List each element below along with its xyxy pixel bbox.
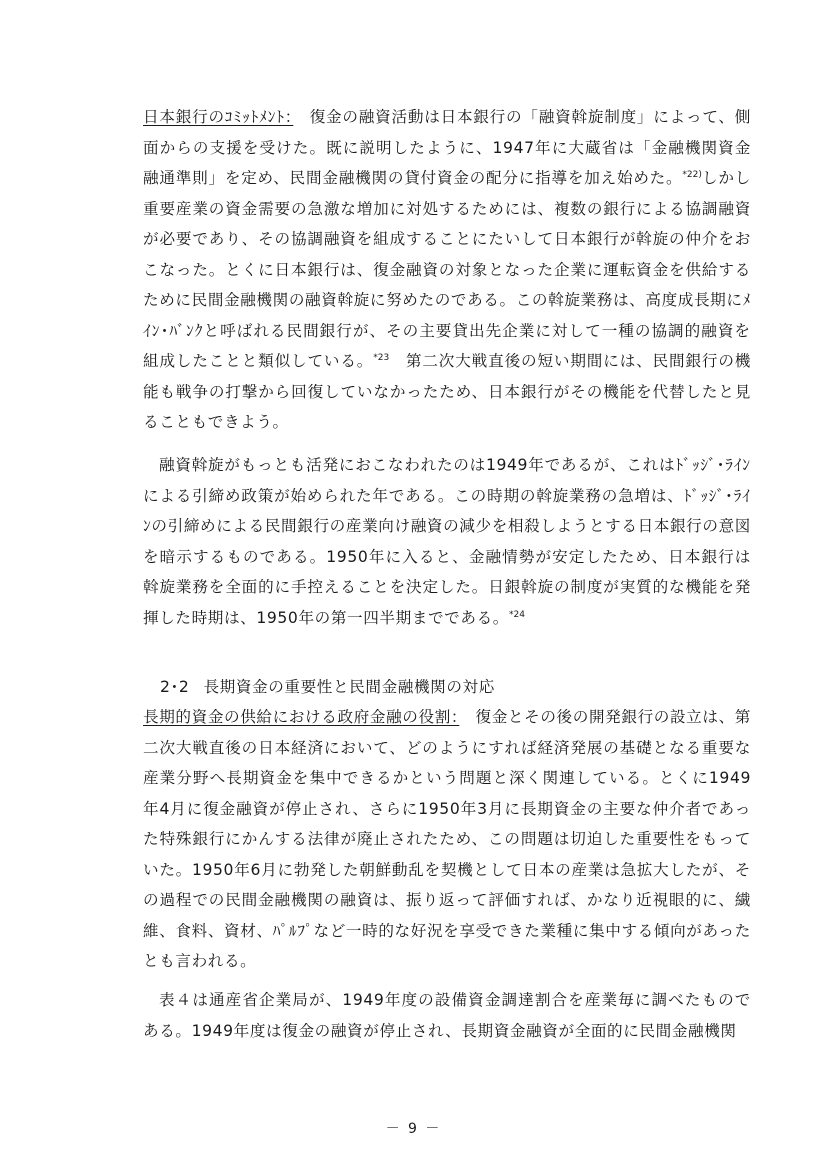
page-number: － 9 －: [385, 1121, 442, 1137]
footnote-ref-24: *24: [508, 609, 525, 620]
section-heading: [160, 672, 495, 703]
paragraph-table4-intro: [143, 985, 751, 1046]
paragraph-text: 融資斡旋がもっとも活発におこなわれたのは1949年であるが、これはﾄﾞｯｼﾞ･ﾗｲﾝによる引締め政策が始められた年である。この時期の斡旋業務の急増は、ﾄﾞｯｼﾞ･ﾗｲﾝの引締めによる民間銀行の産業向け融資の減少を相殺しようとする日本銀行の意図を暗示するものである。1950年に入ると、金融情勢が安定したため、日本銀行は斡旋業務を全面的に手控えることを決定した。日銀斡旋の制度が実質的な機能を発揮した時期は、1950年の第一四半期までである。: [143, 456, 751, 627]
paragraph-lead-government-finance: 長期的資金の供給における政府金融の役割：: [143, 708, 460, 726]
section-number: 2･2: [160, 678, 190, 696]
paragraph-text: 表４は通産省企業局が、1949年度の設備資金調達割合を産業毎に調べたものである。1949年度は復金の融資が停止され、長期資金融資が全面的に民間金融機関: [143, 991, 751, 1040]
paragraph-government-finance: [143, 702, 751, 977]
paragraph-text: 復金の融資活動は日本銀行の「融資斡旋制度」によって、側面からの支援を受けた。既に説明したように、1947年に大蔵省は「金融機関資金融通準則」を定め、民間金融機関の貸付資金の配分に指導を加え始めた。: [143, 108, 751, 187]
paragraph-text: 第二次大戦直後の短い期間には、民間銀行の機能も戦争の打撃から回復していなかったため、日本銀行がその機能を代替したと見ることもできよう。: [143, 352, 752, 431]
section-government-finance: [143, 702, 751, 977]
footnote-ref-23: *23: [373, 352, 390, 363]
paragraph-text: 復金とその後の開発銀行の設立は、第二次大戦直後の日本経済において、どのようにすれば経済発展の基礎となる重要な産業分野へ長期資金を集中できるかという問題と深く関連している。とくに1949年4月に復金融資が停止され、さらに1950年3月に長期資金の主要な仲介者であった特殊銀行にかんする法律が廃止されたため、この問題は切迫した重要性をもっていた。1950年6月に勃発した朝鮮動乱を契機として日本の産業は急拡大したが、その過程での民間金融機関の融資は、振り返って評価すれば、かなり近視眼的に、繊維、食料、資材、ﾊﾟﾙﾌﾟなど一時的な好況を享受できた業種に集中する傾向があったとも言われる。: [143, 708, 751, 970]
paragraph-boj-commitment: [143, 102, 751, 438]
footnote-ref-22: *22): [682, 169, 702, 180]
section-loan-mediation: [143, 450, 751, 633]
section-title: 長期資金の重要性と民間金融機関の対応: [203, 678, 495, 696]
paragraph-text: しかし重要産業の資金需要の急激な増加に対処するためには、複数の銀行による協調融資が必要であり、その協調融資を組成することにたいして日本銀行が斡旋の仲介をおこなった。とくに日本銀行は、復金融資の対象となった企業に運転資金を供給するために民間金融機関の融資斡旋に努めたのである。この斡旋業務は、高度成長期にﾒｲﾝ･ﾊﾞﾝｸと呼ばれる民間銀行が、その主要貸出先企業に対して一種の協調的融資を組成したことと類似している。: [143, 169, 751, 370]
section-boj-commitment: [143, 102, 751, 438]
paragraph-loan-mediation: [143, 450, 751, 633]
paragraph-lead-boj-commitment: 日本銀行のｺﾐｯﾄﾒﾝﾄ：: [143, 108, 294, 126]
section-table4-intro: [143, 985, 751, 1046]
